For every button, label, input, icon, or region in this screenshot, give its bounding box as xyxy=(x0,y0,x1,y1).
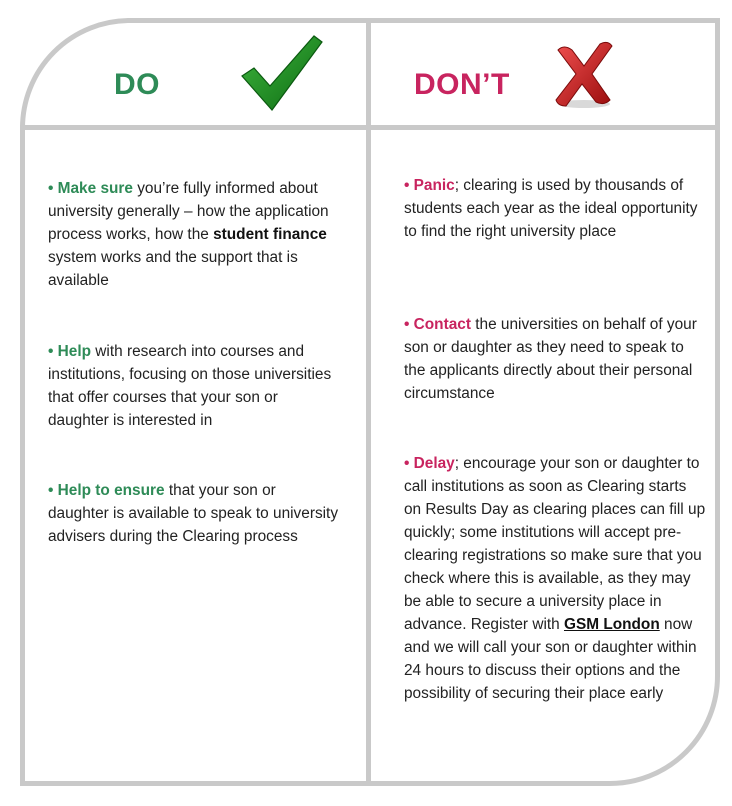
dont-item-keyword: • Panic xyxy=(404,177,455,194)
dont-item-panic xyxy=(404,174,706,243)
do-item-help xyxy=(48,340,340,432)
dont-item-keyword: • Contact xyxy=(404,316,471,333)
do-item-make-sure xyxy=(48,177,340,292)
do-item-text: with research into courses and institutions, focusing on those universities that offer courses that your son or daughter is interested in xyxy=(48,343,332,429)
dont-item-text: ; clearing is used by thousands of students each year as the ideal opportunity to find the right university place xyxy=(404,177,698,240)
do-item-keyword: • Help to ensure xyxy=(48,482,165,499)
do-item-help-to-ensure xyxy=(48,479,340,548)
gsm-london-link[interactable]: GSM London xyxy=(563,616,660,633)
cross-icon xyxy=(550,40,616,110)
do-item-keyword: • Help xyxy=(48,343,92,360)
do-item-text: you’re fully informed about university generally – how the application process works, how the xyxy=(48,180,329,243)
dont-item-contact xyxy=(404,313,706,405)
do-item-bold: student finance xyxy=(213,226,327,243)
do-item-text: that your son or daughter is available to speak to university advisers during the Clearing process xyxy=(48,482,339,545)
dont-heading: DON’T xyxy=(414,68,510,101)
dont-item-delay xyxy=(404,452,706,705)
do-item-text: system works and the support that is available xyxy=(48,249,298,289)
dont-item-text: ; encourage your son or daughter to call institutions as soon as Clearing starts on Results Day as clearing places can fill up quickly; some institutions will accept pre-clearing registrations so make sure that you check where this is available, as they may be able to secure a university place in advance. Register with xyxy=(404,455,706,633)
dont-item-text: the universities on behalf of your son or daughter as they need to speak to the applicants directly about their personal circumstance xyxy=(404,316,697,402)
dont-item-text: now and we will call your son or daughter within 24 hours to discuss their options and the possibility of securing their place early xyxy=(404,616,697,702)
do-heading: DO xyxy=(114,68,160,101)
header-divider xyxy=(20,125,720,130)
do-item-keyword: • Make sure xyxy=(48,180,133,197)
column-divider xyxy=(366,18,371,786)
dont-item-keyword: • Delay xyxy=(404,455,455,472)
checkmark-icon xyxy=(236,30,326,112)
